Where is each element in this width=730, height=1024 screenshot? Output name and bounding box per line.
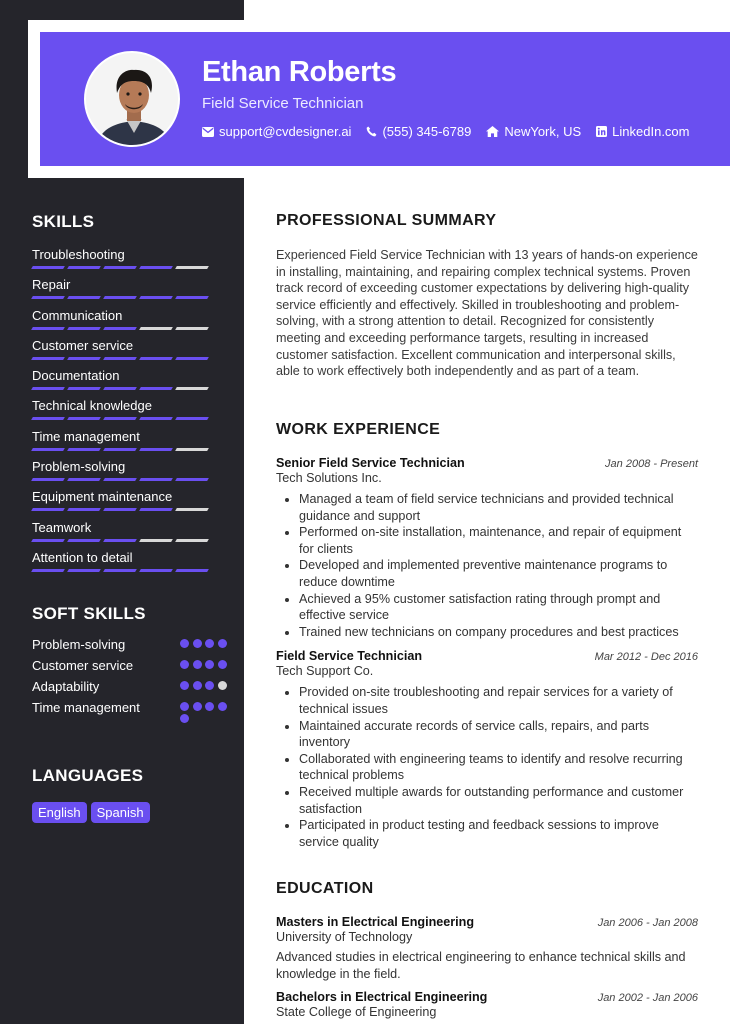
skill-level-segment [31, 417, 65, 420]
candidate-name: Ethan Roberts [202, 56, 397, 88]
skill-item [32, 427, 222, 457]
skills-heading: SKILLS [32, 212, 95, 231]
education-heading: EDUCATION [276, 880, 374, 897]
envelope-icon [202, 127, 214, 137]
skill-name: Equipment maintenance [32, 489, 173, 505]
contact-list [202, 124, 690, 139]
summary-section [276, 212, 698, 380]
skill-name: Documentation [32, 368, 120, 384]
job-bullet: • Developed and implemented preventive maintenance programs to reduce downtime [299, 557, 698, 590]
skills-list [32, 245, 222, 578]
soft-skill-item [32, 679, 232, 695]
skill-level-segment [139, 327, 173, 330]
languages-heading: LANGUAGES [32, 766, 144, 785]
skill-level-bar [32, 508, 222, 512]
rating-dot [193, 660, 202, 669]
rating-dot [218, 702, 227, 711]
soft-skill-rating [180, 679, 232, 695]
skill-level-segment [103, 448, 137, 451]
soft-skill-rating [180, 700, 232, 723]
rating-dot [193, 702, 202, 711]
skill-level-segment [139, 539, 173, 542]
job-bullet: • Trained new technicians on company procedures and best practices [299, 624, 698, 641]
education-header [276, 915, 698, 929]
rating-dot [218, 681, 227, 690]
job-role: Field Service Technician [276, 649, 423, 664]
skill-level-segment [103, 539, 137, 542]
rating-dot [205, 660, 214, 669]
skill-level-segment [31, 296, 65, 299]
soft-skills-section [32, 604, 232, 728]
skill-level-segment [31, 327, 65, 330]
skill-level-bar [32, 448, 222, 452]
education-entry [276, 990, 698, 1019]
contact-location [486, 124, 581, 139]
contact-phone[interactable] [366, 124, 471, 139]
skill-level-segment [103, 327, 137, 330]
soft-skills-list [32, 637, 232, 723]
skill-level-segment [31, 357, 65, 360]
skill-level-segment [139, 569, 173, 572]
job-header [276, 649, 698, 663]
contact-email[interactable] [202, 124, 351, 139]
job-date: Mar 2012 - Dec 2016 [594, 651, 698, 664]
skill-item [32, 366, 222, 396]
skill-name: Teamwork [32, 519, 92, 535]
skills-section [32, 212, 222, 578]
skill-level-segment [67, 296, 101, 299]
skill-level-segment [67, 387, 101, 390]
language-badge: Spanish [91, 802, 150, 823]
skill-level-segment [175, 296, 209, 299]
education-list [276, 915, 698, 1019]
education-date: Jan 2006 - Jan 2008 [597, 917, 698, 929]
skill-item [32, 548, 222, 578]
rating-dot [218, 660, 227, 669]
skill-level-segment [175, 478, 209, 481]
job-role: Senior Field Service Technician [276, 456, 465, 470]
soft-skill-item [32, 700, 232, 723]
skill-level-segment [175, 417, 209, 420]
home-icon [486, 126, 499, 137]
soft-skill-item [32, 658, 232, 674]
education-school: State College of Engineering [276, 1005, 437, 1020]
skill-level-segment [139, 417, 173, 420]
header-banner [40, 32, 730, 166]
skill-level-bar [32, 266, 222, 270]
skill-item [32, 518, 222, 548]
skill-name: Attention to detail [32, 549, 133, 565]
skill-name: Repair [32, 277, 71, 293]
job-bullet: • Managed a team of field service technicians and provided technical guidance and support [299, 491, 698, 524]
skill-level-segment [67, 417, 101, 420]
job-list [276, 456, 698, 850]
contact-linkedin[interactable] [596, 124, 689, 139]
rating-dot [180, 660, 189, 669]
skill-level-bar [32, 539, 222, 543]
soft-skill-name: Problem-solving [32, 637, 126, 652]
skill-level-segment [139, 387, 173, 390]
soft-skills-heading: SOFT SKILLS [32, 604, 146, 623]
education-entry [276, 915, 698, 982]
skill-level-segment [67, 327, 101, 330]
job-company: Tech Solutions Inc. [276, 471, 382, 485]
skill-level-segment [31, 569, 65, 572]
work-experience-section [276, 421, 698, 850]
soft-skill-name: Customer service [32, 658, 134, 673]
skill-item [32, 306, 222, 336]
job-bullet: • Maintained accurate records of service calls, repairs, and parts inventory [299, 718, 698, 751]
skill-level-segment [175, 448, 209, 451]
education-header [276, 990, 698, 1004]
phone-icon [366, 126, 377, 137]
skill-level-segment [67, 357, 101, 360]
rating-dot [180, 639, 189, 648]
skill-name: Time management [32, 428, 140, 444]
skill-level-segment [31, 448, 65, 451]
skill-level-segment [31, 266, 65, 269]
skill-level-segment [175, 508, 209, 511]
skill-level-bar [32, 478, 222, 482]
rating-dot [205, 702, 214, 711]
soft-skill-rating [180, 637, 232, 653]
skill-level-segment [175, 387, 209, 390]
job-entry [276, 456, 698, 640]
skill-level-segment [139, 478, 173, 481]
skill-item [32, 245, 222, 275]
skill-level-segment [103, 357, 137, 360]
job-date: Jan 2008 - Present [605, 458, 698, 470]
job-bullet: • Received multiple awards for outstanding performance and customer satisfaction [299, 784, 698, 817]
skill-level-segment [139, 448, 173, 451]
skill-level-segment [67, 266, 101, 269]
skill-level-segment [31, 508, 65, 511]
skill-name: Technical knowledge [32, 398, 152, 414]
contact-email-text: support@cvdesigner.ai [219, 124, 352, 139]
skill-level-segment [103, 387, 137, 390]
skill-level-bar [32, 296, 222, 300]
skill-level-bar [32, 357, 222, 361]
skill-name: Troubleshooting [32, 247, 125, 262]
contact-location-text: NewYork, US [504, 124, 582, 139]
skill-level-bar [32, 569, 222, 573]
skill-item [32, 336, 222, 366]
education-school: University of Technology [276, 930, 413, 944]
skill-level-segment [175, 327, 209, 330]
skill-level-bar [32, 327, 222, 331]
education-degree: Masters in Electrical Engineering [276, 915, 475, 929]
rating-dot [205, 681, 214, 690]
education-degree: Bachelors in Electrical Engineering [276, 990, 488, 1005]
language-list [32, 802, 150, 823]
skill-item [32, 396, 222, 426]
education-section [276, 880, 698, 1019]
soft-skill-item [32, 637, 232, 653]
skill-level-segment [103, 478, 137, 481]
skill-name: Problem-solving [32, 459, 126, 475]
avatar [84, 51, 180, 147]
skill-item [32, 487, 222, 517]
skill-level-segment [103, 296, 137, 299]
summary-text: Experienced Field Service Technician with 13 years of hands-on experience in installing, maintaining, and repairing complex technical systems. Proven track record of exceeding customer expectations by delivering high-quality service efficiently and effectively. Skilled in troubleshooting and problem-solving, with a strong attention to detail. Recognized for consistently meeting and exceeding performance targets, resulting in increased customer satisfaction. Excellent communication and interpersonal skills, able to work effectively both independently and as part of a team. [276, 248, 698, 379]
skill-level-segment [175, 266, 209, 269]
skill-level-segment [67, 448, 101, 451]
skill-level-segment [175, 357, 209, 360]
skill-level-segment [31, 387, 65, 390]
skill-level-segment [139, 296, 173, 299]
linkedin-icon [596, 126, 607, 137]
skill-level-segment [139, 266, 173, 269]
skill-level-segment [139, 508, 173, 511]
job-entry [276, 649, 698, 850]
soft-skill-rating [180, 658, 232, 674]
skill-level-segment [67, 539, 101, 542]
skill-item [32, 275, 222, 305]
skill-level-segment [31, 478, 65, 481]
skill-level-bar [32, 417, 222, 421]
job-company: Tech Support Co. [276, 664, 374, 679]
skill-level-segment [175, 539, 209, 542]
rating-dot [180, 702, 189, 711]
skill-item [32, 457, 222, 487]
rating-dot [218, 639, 227, 648]
rating-dot [180, 714, 189, 723]
rating-dot [205, 639, 214, 648]
job-bullet: • Provided on-site troubleshooting and repair services for a variety of technical issues [299, 684, 698, 717]
skill-level-segment [103, 569, 137, 572]
soft-skill-name: Time management [32, 700, 140, 715]
skill-level-segment [67, 508, 101, 511]
skill-level-segment [31, 539, 65, 542]
skill-level-segment [103, 417, 137, 420]
skill-level-segment [139, 357, 173, 360]
contact-phone-text: (555) 345-6789 [382, 124, 472, 139]
skill-level-segment [103, 266, 137, 269]
work-heading: WORK EXPERIENCE [276, 421, 441, 438]
rating-dot [193, 639, 202, 648]
language-badge: English [32, 802, 87, 823]
skill-name: Communication [32, 307, 123, 323]
education-description: Advanced studies in electrical engineering to enhance technical skills and knowledge in the field. [276, 950, 686, 981]
skill-name: Customer service [32, 337, 134, 353]
skill-level-segment [67, 478, 101, 481]
job-header [276, 456, 698, 470]
rating-dot [193, 681, 202, 690]
candidate-title: Field Service Technician [202, 95, 364, 112]
skill-level-segment [103, 508, 137, 511]
languages-section [32, 766, 150, 823]
job-bullet: • Collaborated with engineering teams to identify and resolve recurring technical problems [299, 751, 698, 784]
skill-level-segment [175, 569, 209, 572]
education-date: Jan 2002 - Jan 2006 [597, 992, 698, 1005]
soft-skill-name: Adaptability [32, 679, 100, 694]
job-bullet: • Performed on-site installation, maintenance, and repair of equipment for clients [299, 524, 698, 557]
skill-level-segment [67, 569, 101, 572]
summary-heading: PROFESSIONAL SUMMARY [276, 212, 497, 229]
avatar-portrait-icon [86, 53, 180, 147]
contact-linkedin-text: LinkedIn.com [612, 124, 690, 139]
rating-dot [180, 681, 189, 690]
job-bullets [276, 684, 698, 850]
skill-level-bar [32, 387, 222, 391]
job-bullets [276, 491, 698, 640]
job-bullet: • Achieved a 95% customer satisfaction rating through prompt and effective service [299, 591, 698, 624]
job-bullet: • Participated in product testing and feedback sessions to improve service quality [299, 817, 698, 850]
